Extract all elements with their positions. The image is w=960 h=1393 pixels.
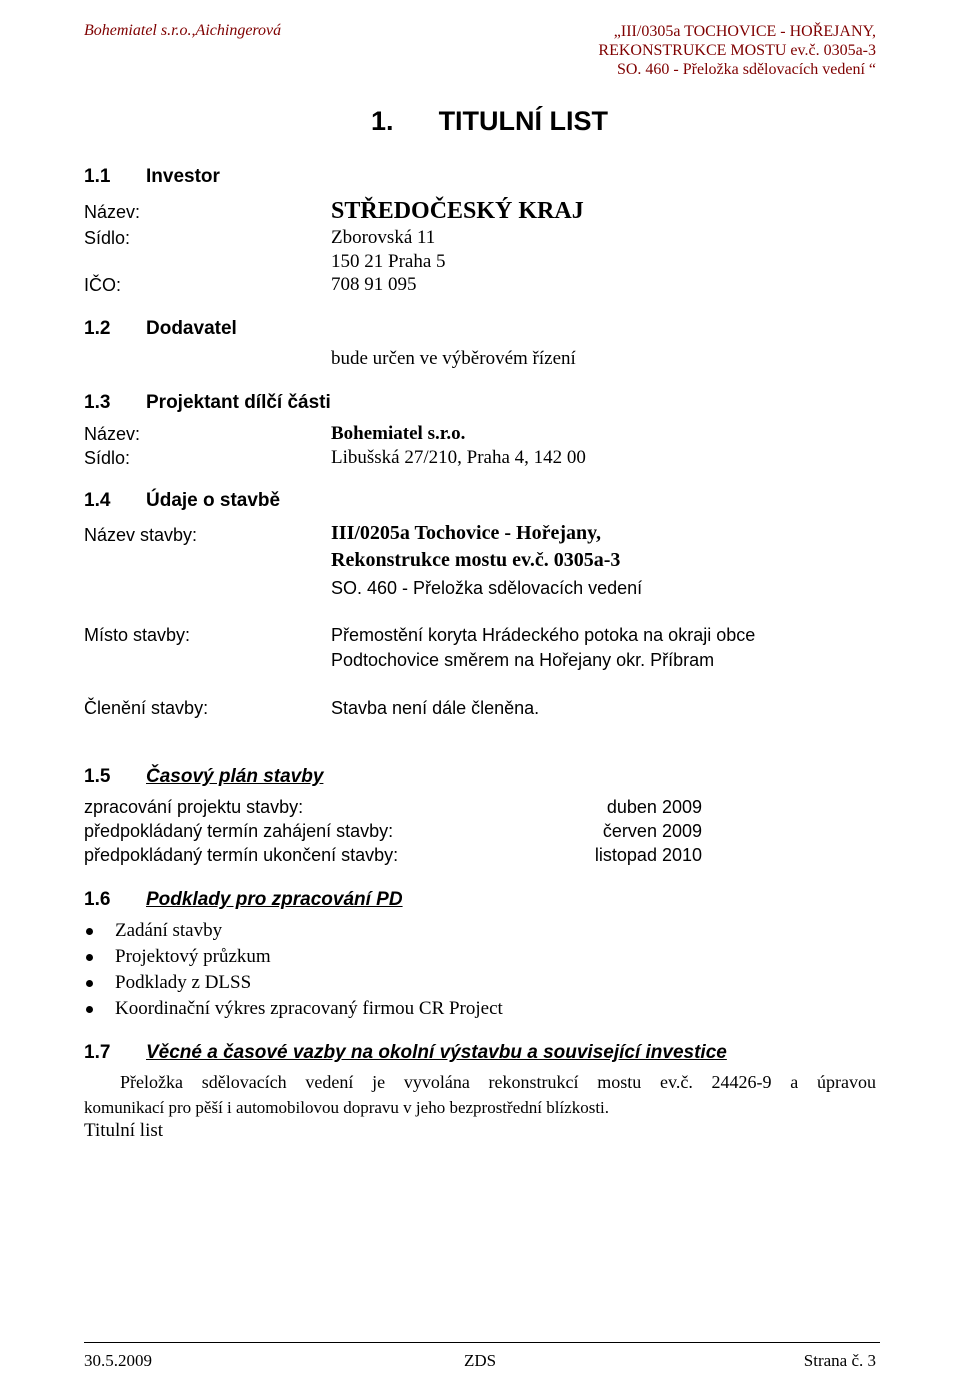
schedule-row-value: listopad 2010	[594, 845, 702, 865]
section-number: 1.5	[84, 766, 111, 787]
header-project-line: SO. 460 - Přeložka sdělovacích vedení “	[616, 61, 876, 78]
investor-ico-label: IČO:	[84, 275, 122, 295]
footer-page-number: Strana č. 3	[803, 1351, 876, 1370]
relations-text-line1: Přeložka sdělovacích vedení je vyvolána rekonstrukcí mostu ev.č. 24426-9 a úpravou	[120, 1072, 876, 1092]
page-title-text: TITULNÍ LIST	[438, 106, 609, 136]
section-number: 1.1	[84, 166, 111, 187]
list-item: Projektový průzkum	[115, 946, 271, 967]
section-heading-schedule: Časový plán stavby	[146, 766, 324, 787]
designer-name: Bohemiatel s.r.o.	[331, 423, 466, 444]
building-place-line2: Podtochovice směrem na Hořejany okr. Příbram	[331, 650, 715, 670]
schedule-row-label: předpokládaný termín ukončení stavby:	[84, 845, 399, 865]
list-item: Koordinační výkres zpracovaný firmou CR Project	[115, 998, 503, 1019]
schedule-row-label: předpokládaný termín zahájení stavby:	[84, 821, 394, 841]
relations-text-line2: komunikací pro pěší i automobilovou dopravu v jeho bezprostřední blízkosti.	[84, 1098, 610, 1117]
investor-ico: 708 91 095	[331, 274, 417, 295]
section-number: 1.3	[84, 392, 111, 413]
page-title-number: 1.	[371, 106, 394, 136]
building-name-line1: III/0205a Tochovice - Hořejany,	[331, 522, 602, 544]
designer-seat-label: Sídlo:	[84, 448, 131, 468]
section-number: 1.6	[84, 889, 111, 910]
investor-name: STŘEDOČESKÝ KRAJ	[331, 198, 584, 224]
section-number: 1.7	[84, 1042, 111, 1063]
header-project-line: „III/0305a TOCHOVICE - HOŘEJANY,	[613, 23, 876, 40]
footer-center: ZDS	[464, 1351, 497, 1370]
section-heading-building: Údaje o stavbě	[146, 490, 281, 511]
bullet-icon	[86, 980, 93, 987]
page-title	[371, 106, 608, 137]
relations-text-line3: Titulní list	[84, 1120, 164, 1141]
designer-seat: Libušská 27/210, Praha 4, 142 00	[331, 447, 586, 468]
bullet-icon	[86, 928, 93, 935]
schedule-row-value: červen 2009	[602, 821, 702, 841]
investor-seat-label: Sídlo:	[84, 228, 131, 248]
section-heading-supplier: Dodavatel	[146, 318, 237, 339]
header-project	[598, 22, 876, 79]
footer-date: 30.5.2009	[84, 1351, 152, 1370]
footer-divider	[84, 1342, 880, 1343]
schedule-row-value: duben 2009	[606, 797, 702, 817]
building-name-label: Název stavby:	[84, 525, 198, 545]
section-heading-investor: Investor	[146, 166, 220, 187]
designer-name-label: Název:	[84, 424, 141, 444]
section-heading-relations: Věcné a časové vazby na okolní výstavbu a související investice	[146, 1042, 727, 1063]
building-place-label: Místo stavby:	[84, 625, 191, 645]
section-number: 1.2	[84, 318, 111, 339]
header-company: Bohemiatel s.r.o.,Aichingerová	[84, 22, 282, 39]
section-number: 1.4	[84, 490, 111, 511]
building-name-line3: SO. 460 - Přeložka sdělovacích vedení	[331, 578, 643, 598]
section-heading-sources: Podklady pro zpracování PD	[146, 889, 403, 910]
building-place-line1: Přemostění koryta Hrádeckého potoka na okraji obce	[331, 625, 756, 645]
list-item: Zadání stavby	[115, 920, 223, 941]
schedule-row-label: zpracování projektu stavby:	[84, 797, 304, 817]
header-project-line: REKONSTRUKCE MOSTU ev.č. 0305a-3	[598, 42, 876, 59]
list-item: Podklady z DLSS	[115, 972, 252, 993]
investor-seat-line1: Zborovská 11	[331, 227, 436, 248]
building-division: Stavba není dále členěna.	[331, 698, 540, 718]
investor-seat-line2: 150 21 Praha 5	[331, 251, 446, 272]
section-heading-designer: Projektant dílčí části	[146, 392, 331, 413]
building-division-label: Členění stavby:	[84, 698, 209, 718]
bullet-icon	[86, 954, 93, 961]
investor-name-label: Název:	[84, 202, 141, 222]
building-name-line2: Rekonstrukce mostu ev.č. 0305a-3	[331, 549, 621, 571]
bullet-icon	[86, 1006, 93, 1013]
supplier-value: bude určen ve výběrovém řízení	[331, 348, 576, 369]
